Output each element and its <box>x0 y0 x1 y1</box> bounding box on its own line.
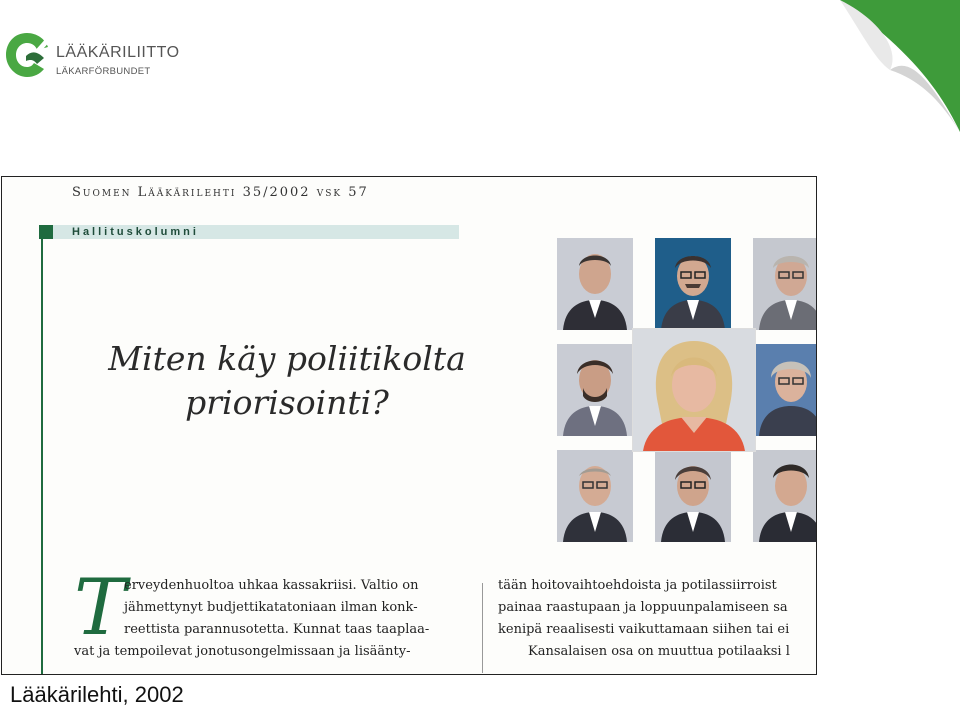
portrait-4 <box>557 344 633 436</box>
portrait-7 <box>655 450 731 542</box>
column-divider <box>482 583 483 673</box>
headline-line-1: Miten käy poliitikolta <box>108 339 466 378</box>
portrait-2 <box>655 238 731 330</box>
green-rule <box>41 225 43 675</box>
body-line: vat ja tempoilevat jonotusongelmissaan ja lisäänty- <box>74 644 411 659</box>
article-body-left <box>74 563 464 663</box>
headline-line-2: priorisointi? <box>185 383 389 422</box>
body-line: jähmettynyt budjettikatatoniaan ilman konk- <box>124 600 418 615</box>
brand-sub: LÄKARFÖRBUNDET <box>56 66 151 77</box>
portrait-5 <box>753 344 817 436</box>
logo-mark-icon <box>4 30 50 80</box>
column-label: Hallituskolumni <box>72 226 199 238</box>
body-line: Kansalaisen osa on muuttua potilaaksi l <box>528 644 790 659</box>
body-line: kenipä reaalisesti vaikuttamaan siihen tai ei <box>498 622 790 637</box>
article-clipping <box>1 176 817 675</box>
portrait-1 <box>557 238 633 330</box>
portrait-6 <box>557 450 633 542</box>
masthead: Suomen Lääkärilehti 35/2002 vsk 57 <box>72 185 369 200</box>
headline <box>102 337 472 425</box>
body-line: painaa raastupaan ja loppuunpalamiseen sa <box>498 600 788 615</box>
body-line: tään hoitovaihtoehdoista ja potilassiirroist <box>498 578 777 593</box>
body-line: reettista parannusotetta. Kunnat taas taaplaa- <box>124 622 430 637</box>
drop-cap: T <box>74 563 127 653</box>
body-line: erveydenhuoltoa uhkaa kassakriisi. Valtio on <box>124 578 419 593</box>
slide-caption: Lääkärilehti, 2002 <box>10 682 184 707</box>
portrait-8 <box>753 450 817 542</box>
portrait-center-highlighted <box>633 329 755 451</box>
article-body-right <box>498 575 817 663</box>
page-curl-icon <box>820 0 960 132</box>
brand-logo <box>4 30 194 82</box>
portrait-3 <box>753 238 817 330</box>
brand-name: LÄÄKÄRILIITTO <box>56 44 180 61</box>
